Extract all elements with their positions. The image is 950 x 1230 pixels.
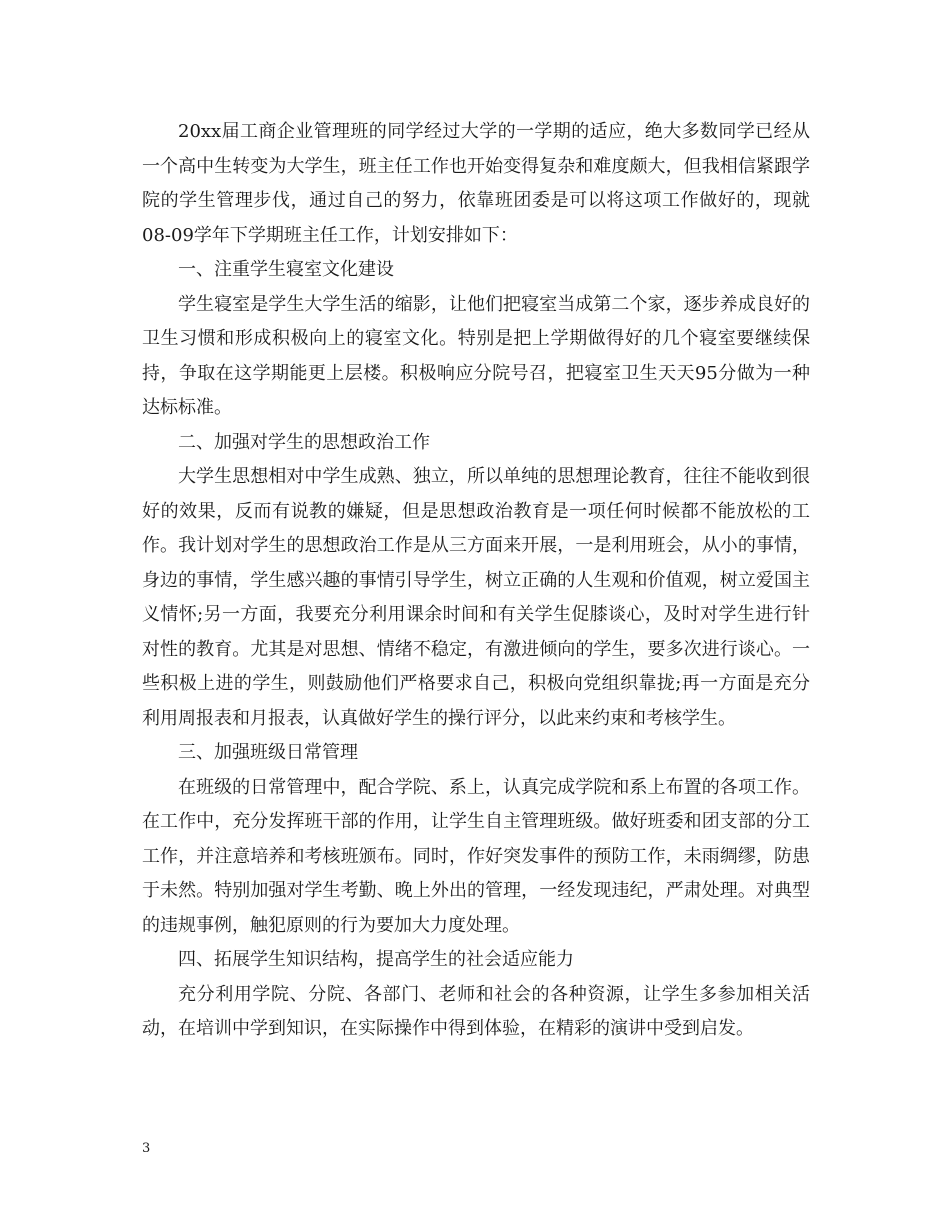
section-paragraph-3: 在班级的日常管理中，配合学院、系上，认真完成学院和系上布置的各项工作。在工作中，充分发挥班干部的作用，让学生自主管理班级。做好班委和团支部的分工工作，并注意培养和考核班颁布。同时，作好突发事件的预防工作，未雨绸缪，防患于未然。特别加强对学生考勤、晚上外出的管理，一经发现违纪，严肃处理。对典型的违规事例，触犯原则的行为要加大力度处理。 (142, 776, 810, 936)
section-paragraph-2: 大学生思想相对中学生成熟、独立，所以单纯的思想理论教育，往往不能收到很好的效果，反而有说教的嫌疑，但是思想政治教育是一项任何时候都不能放松的工作。我计划对学生的思想政治工作是从三方面来开展，一是利用班会，从小的事情，身边的事情，学生感兴趣的事情引导学生，树立正确的人生观和价值观，树立爱国主义情怀;另一方面，我要充分利用课余时间和有关学生促膝谈心，及时对学生进行针对性的教育。尤其是对思想、情绪不稳定，有激进倾向的学生，要多次进行谈心。一些积极上进的学生，则鼓励他们严格要求自己，积极向党组织靠拢;再一方面是充分利用周报表和月报表，认真做好学生的操行评分，以此来约束和考核学生。 (142, 466, 810, 729)
section-heading-1: 一、注重学生寝室文化建设 (178, 259, 394, 280)
section-heading-2: 二、加强对学生的思想政治工作 (178, 431, 430, 453)
section-heading-3: 三、加强班级日常管理 (178, 742, 358, 763)
document-body (142, 115, 810, 1047)
section-heading-4: 四、拓展学生知识结构，提高学生的社会适应能力 (178, 949, 574, 970)
section-paragraph-4: 充分利用学院、分院、各部门、老师和社会的各种资源，让学生多参加相关活动，在培训中学到知识，在实际操作中得到体验，在精彩的演讲中受到启发。 (142, 983, 810, 1039)
section-paragraph-1: 学生寝室是学生大学生活的缩影，让他们把寝室当成第二个家，逐步养成良好的卫生习惯和形成积极向上的寝室文化。特别是把上学期做得好的几个寝室要继续保持，争取在这学期能更上层楼。积极响应分院号召，把寝室卫生天天95分做为一种达标标准。 (142, 293, 810, 418)
page-number: 3 (142, 1141, 151, 1156)
intro-paragraph: 20xx届工商企业管理班的同学经过大学的一学期的适应，绝大多数同学已经从一个高中生转变为大学生，班主任工作也开始变得复杂和难度颇大，但我相信紧跟学院的学生管理步伐，通过自己的努力，依靠班团委是可以将这项工作做好的，现就08-09学年下学期班主任工作，计划安排如下： (142, 121, 810, 246)
